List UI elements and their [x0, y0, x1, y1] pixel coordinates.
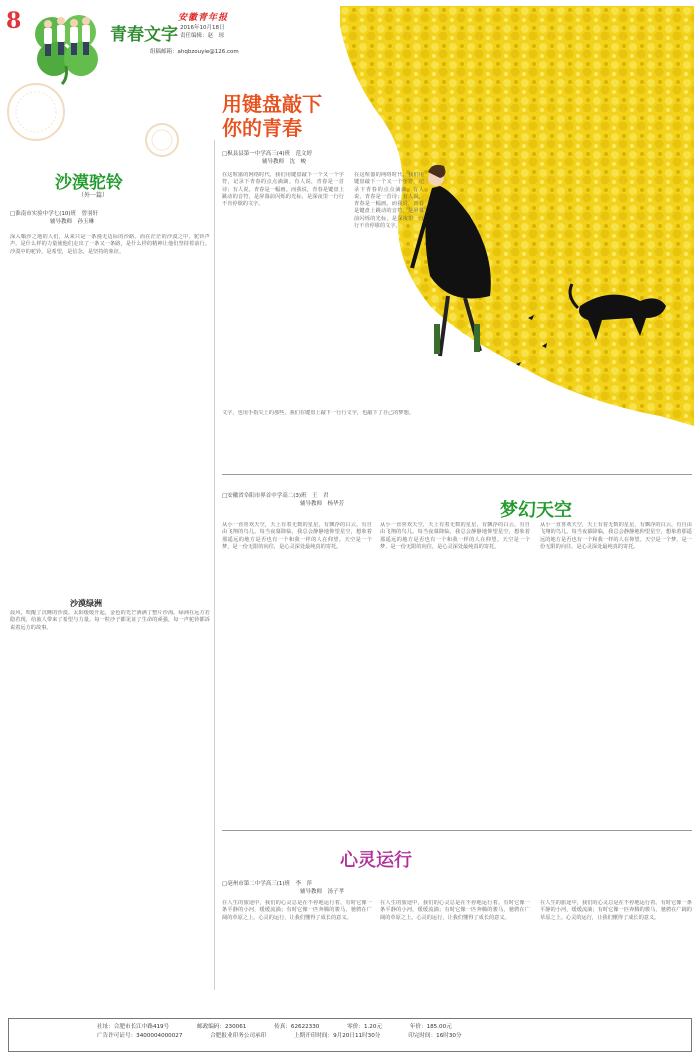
keyboard-article-tutor: 辅导教师 沈 峻 [262, 159, 307, 165]
dream-article-body-col3: 从小一直喜欢天空，天上有着无数的星星，有飘浮的白云，有自由飞翔的鸟儿。每当夜幕降临，我总会静静地仰望星空，想象着那遥远的地方是否也有一个和我一样的人在仰望。天空是一个梦，是一份无限的向往，是心灵深处最纯真的寄托。 [540, 522, 692, 550]
heart-article-body-col1: 在人生的旅途中，我们的心灵总是在不停地运行着。有时它像一条平静的小河，缓缓流淌；有时它像一匹奔腾的骏马，驰骋在广阔的草原之上。心灵的运行，让我们懂得了成长的意义。 [222, 900, 372, 921]
desert-article-title: 沙漠驼铃 [55, 173, 123, 193]
desert-article-body: 深入嗡沙之地的人们，从来只是一条漫无边际的沙路。而在茫茫的沙漠之中，驼铃声声。是什么样的力量使他们走出了一条又一条路，是什么样的精神让他们坚持着前行。沙漠中的驼铃，是希望，是信念，是坚持的象征。 [10, 234, 210, 255]
footer-postcode: 邮政编码：230061 [197, 1024, 247, 1030]
section-divider-bottom [222, 830, 692, 831]
footer-printer: 合肥报业印务公司承印 [210, 1033, 267, 1039]
keyboard-article-body-col2: 在这喧嚣的网络时代，我们用键盘敲下一个又一个字符，记录下青春的点点滴滴。有人说，青春是一首诗；有人说，青春是一幅画。而我说，青春是键盘上跳动的音符，是屏幕前闪烁的光标，是深夜里一行行不肯停歇的文字。 [354, 172, 424, 230]
keyboard-article-title-line1: 用键盘敲下 [222, 92, 322, 116]
dream-article-title: 梦幻天空 [500, 500, 572, 521]
footer-annual-price: 年价：185.00元 [409, 1024, 452, 1030]
footer-box [8, 1018, 692, 1052]
dream-article-body-col1: 从小一直喜欢天空，天上有着无数的星星，有飘浮的白云，有自由飞翔的鸟儿。每当夜幕降临，我总会静静地仰望星空，想象着那遥远的地方是否也有一个和我一样的人在仰望。天空是一个梦，是一份无限的向往，是心灵深处最纯真的寄托。 [222, 522, 372, 550]
heart-article-body-col3: 在人生的旅途中，我们的心灵总是在不停地运行着。有时它像一条平静的小河，缓缓流淌；有时它像一匹奔腾的骏马，驰骋在广阔的草原之上。心灵的运行，让我们懂得了成长的意义。 [540, 900, 692, 921]
heart-article-title: 心灵运行 [340, 850, 412, 871]
editor-line: 责任编辑：赵 琼 [180, 33, 225, 39]
footer-address: 社址：合肥市长江中路419号 [97, 1024, 170, 1030]
desert-sub-heading: 沙漠绿洲 [70, 599, 102, 608]
keyboard-article-body-col1: 在这喧嚣的网络时代，我们用键盘敲下一个又一个字符，记录下青春的点点滴滴。有人说，青春是一首诗；有人说，青春是一幅画。而我说，青春是键盘上跳动的音符，是屏幕前闪烁的光标，是深夜里一行行不肯停歇的文字。 [222, 172, 344, 208]
dream-article-body-col2: 从小一直喜欢天空，天上有着无数的星星，有飘浮的白云，有自由飞翔的鸟儿。每当夜幕降临，我总会静静地仰望星空，想象着那遥远的地方是否也有一个和我一样的人在仰望。天空是一个梦，是一份无限的向往，是心灵深处最纯真的寄托。 [380, 522, 530, 550]
dream-article-tutor: 辅导教师 杨华芳 [300, 501, 345, 507]
masthead [0, 0, 360, 100]
keyboard-article-author: □枞县县第一中学高三(4)班 范文婷 [222, 151, 312, 157]
heart-article-body-col2: 在人生的旅途中，我们的心灵总是在不停地运行着。有时它像一条平静的小河，缓缓流淌；有时它像一匹奔腾的骏马，驰骋在广阔的草原之上。心灵的运行，让我们懂得了成长的意义。 [380, 900, 530, 921]
desert-article-subtitle: （外一篇） [78, 192, 109, 199]
heart-article-tutor: 辅导教师 汤子孝 [300, 889, 345, 895]
footer-single-price: 零价：1.20元 [347, 1024, 382, 1030]
submission-email: 组稿邮箱：ahqbzouyie@126.com [150, 49, 239, 55]
dream-article-author: □安徽省阜阳市界首中学高二(3)班 王 君 [222, 493, 329, 499]
footer-print-start: 上期开印时间：9月20日11时30分 [293, 1033, 381, 1039]
heart-article-author: □亳州市第二中学高三(1)班 李 萍 [222, 881, 312, 887]
desert-article-author: □淮南市实验中学七(10)班 曾羽轩 [10, 211, 98, 217]
footer-fax: 传真：62622330 [274, 1024, 320, 1030]
column-divider-left [214, 140, 215, 990]
keyboard-article-title-line2: 你的青春 [222, 116, 302, 140]
section-divider-top [222, 474, 692, 475]
page-number: 8 [6, 8, 22, 34]
footer-print-end: 印完时间：16时30分 [408, 1033, 462, 1039]
desert-article-body2: 晨风，吹醒了沉睡的沙漠。太阳缓缓升起，金色的光芒洒满了整片沙海。绿洲在远方若隐若现，给旅人带来了希望与力量。每一粒沙子都见证了生命的顽强，每一声驼铃都诉说着远方的故事。 [10, 610, 210, 631]
issue-date: 2016年10月18日 [180, 25, 225, 31]
decorative-circles [0, 80, 190, 160]
section-title: 青春文字 [110, 25, 178, 45]
footer-row-1 [97, 1023, 691, 1032]
desert-article-tutor: 辅导教师 孙玉琳 [50, 219, 95, 225]
keyboard-article-tail: 文字，也用手指尖上的那些，我们在键盘上敲下一行行文字，也敲下了自己的梦想。 [222, 410, 414, 416]
paper-name-logo: 安徽青年报 [178, 13, 229, 23]
footer-ad-license: 广告许可证号：3400004000027 [97, 1033, 183, 1039]
clover-kids-illustration [24, 4, 110, 86]
footer-row-2 [97, 1032, 691, 1041]
